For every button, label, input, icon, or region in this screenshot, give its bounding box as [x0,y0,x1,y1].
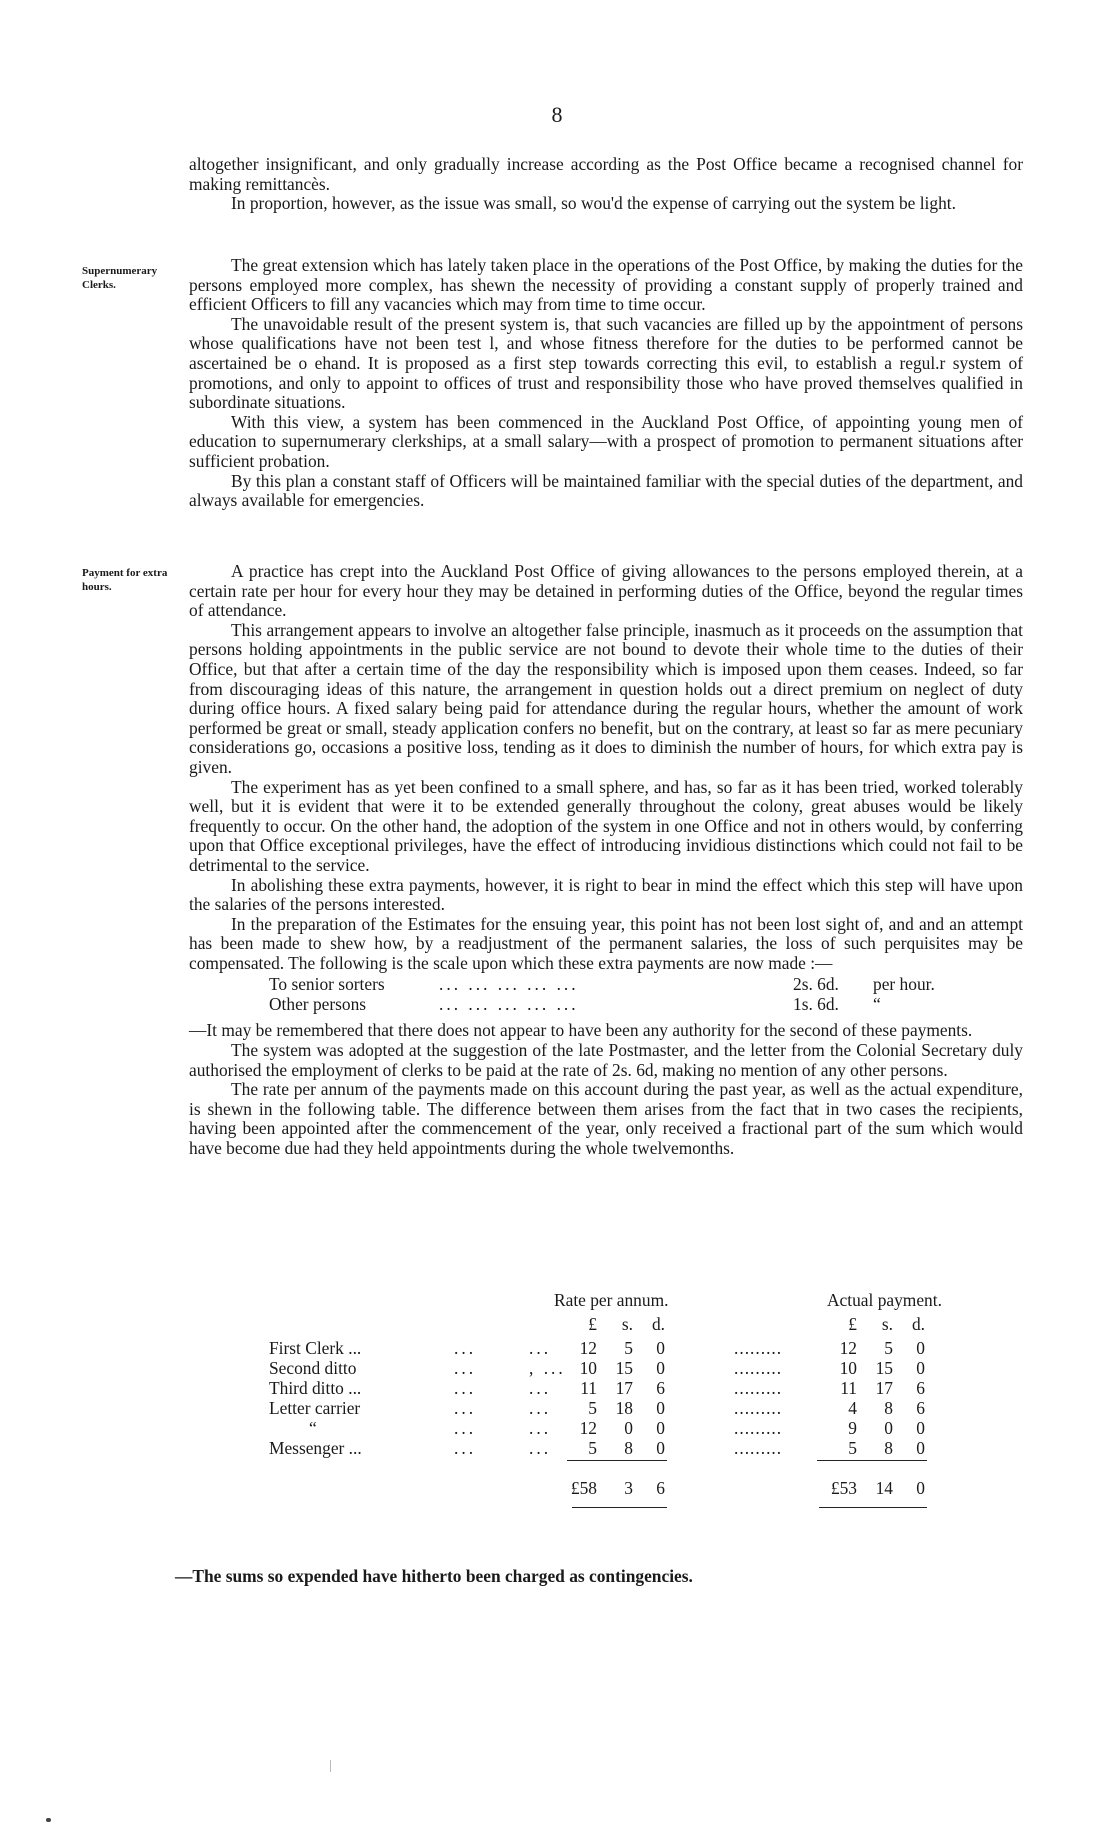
scale-leader-dots: ... ... ... ... ... [439,994,579,1015]
unit-pounds: £ [588,1314,597,1334]
row-label: Letter carrier [269,1398,361,1418]
leader-dots: , ... [529,1358,566,1378]
header-actual-payment: Actual payment. [827,1290,942,1310]
leader-dots: ... [454,1438,477,1458]
rate-pounds: 5 [588,1398,597,1418]
scale-unit: per hour. [873,974,935,995]
rule-actual-subtotal [817,1460,927,1461]
intro-section [189,155,1023,214]
total-actual-pounds: £53 [830,1478,857,1498]
header-rate-per-annum: Rate per annum. [554,1290,669,1310]
payment-paragraph-2: This arrangement appears to involve an altogether false principle, inasmuch as it proceeds on the assumption that persons holding appointments in the public service are not bound to devote their whole time to the duties of their Office, but that after a certain time of the day the responsibility which is imposed upon them ceases. Indeed, so far from discouraging ideas of this nature, the arrangement in question holds out a direct premium on neglect of duty during office hours. A fixed salary being paid for attendance during the regular hours, whether the amount of work performed be great or small, steady application confers no benefit, but on the contrary, at least so far as mere pecuniary considerations go, occasions a positive loss, tending as it does to diminish the number of hours, for which extra pay is given. [189,619,1023,777]
unit-pence: d. [911,1314,925,1334]
table-row [189,1418,1023,1438]
table-row [189,1398,1023,1418]
payment-extra-hours-section [189,562,1023,1159]
payment-paragraph-7: The system was adopted at the suggestion of the late Postmaster, and the letter from the Colonial Secretary duly authorised the employment of clerks to be paid at the rate of 2s. 6d, making no mention of any other persons. [189,1040,1023,1080]
payment-paragraph-3: The experiment has as yet been confined to a small sphere, and has, so far as it has been tried, worked tolerably well, but it is evident that were it to be extended generally throughout the colony, great abuses would be likely frequently to occur. On the other hand, the adoption of the system in one Office and not in others would, by conferring upon that Office exceptional privileges, have the effect of introducing invidious distinctions which could not fail to be detrimental to the service. [189,776,1023,875]
actual-pounds: 9 [848,1418,857,1438]
rate-shillings: 5 [624,1338,633,1358]
actual-pounds: 4 [848,1398,857,1418]
rule-rate-subtotal [567,1460,667,1461]
rule-actual-total [819,1507,927,1508]
actual-shillings: 8 [884,1438,893,1458]
leader-dots: ......... [734,1398,783,1418]
margin-note-supernumerary-clerks: Supernumerary Clerks. [82,265,158,291]
total-rate-shillings: 3 [624,1478,633,1498]
leader-dots: ... [529,1418,552,1438]
leader-dots: ......... [734,1378,783,1398]
table-total-row [189,1478,1023,1498]
actual-pounds: 12 [839,1338,857,1358]
scale-rate: 1s. 6d. [793,994,839,1015]
supernumerary-clerks-section [189,256,1023,511]
unit-shillings: s. [621,1314,633,1334]
payment-paragraph-5: In the preparation of the Estimates for the ensuing year, this point has not been lost sight of, and and an attempt has been made to shew how, by a readjustment of the permanent salaries, the loss of such perquisites may be compensated. The following is the scale upon which these extra payments are now made :— [189,913,1023,973]
intro-paragraph-1: altogether insignificant, and only gradually increase according as the Post Office became a recognised channel for making remittancès. [189,154,1023,194]
scale-unit: “ [873,994,881,1015]
leader-dots: ......... [734,1438,783,1458]
actual-pence: 0 [916,1438,925,1458]
rate-pounds: 5 [588,1438,597,1458]
rate-pence: 6 [656,1378,665,1398]
payment-paragraph-8: The rate per annum of the payments made on this account during the past year, as well as the actual expenditure, is shewn in the following table. The difference between them arises from the fact that in two cases the recipients, having been appointed after the commencement of the year, only received a fractional part of the sum which would have become due had they held appointments during the whole twelvemonths. [189,1079,1023,1159]
table-row [189,1338,1023,1358]
leader-dots: ......... [734,1358,783,1378]
total-rate-pence: 6 [656,1478,665,1498]
actual-shillings: 8 [884,1398,893,1418]
closing-note: —The sums so expended have hitherto been charged as contingencies. [175,1566,693,1586]
scale-row [189,995,1023,1015]
actual-shillings: 5 [884,1338,893,1358]
rate-pence: 0 [656,1398,665,1418]
row-label: Messenger ... [269,1438,362,1458]
leader-dots: ......... [734,1418,783,1438]
rate-pounds: 12 [579,1338,597,1358]
actual-shillings: 15 [875,1358,893,1378]
leader-dots: ... [454,1378,477,1398]
clerks-paragraph-4: By this plan a constant staff of Officers will be maintained familiar with the special duties of the department, and always available for emergencies. [189,470,1023,511]
rule-rate-total [572,1507,667,1508]
page-number: 8 [551,102,563,127]
actual-pence: 0 [916,1358,925,1378]
rate-pence: 0 [656,1438,665,1458]
leader-dots: ... [529,1398,552,1418]
table-row [189,1358,1023,1378]
actual-shillings: 0 [884,1418,893,1438]
total-rate-pounds: £58 [570,1478,597,1498]
leader-dots: ... [454,1338,477,1358]
scale-role: Other persons [269,994,367,1015]
clerks-paragraph-1: The great extension which has lately taken place in the operations of the Post Office, by making the duties for the persons employed more complex, has shewn the necessity of providing a constant supply of properly trained and efficient Officers to fill any vacancies which may from time to time occur. [189,255,1023,315]
actual-pounds: 10 [839,1358,857,1378]
actual-pence: 6 [916,1378,925,1398]
payment-paragraph-4: In abolishing these extra payments, however, it is right to bear in mind the effect which this step will have upon the salaries of the persons interested. [189,874,1023,915]
row-label: First Clerk ... [269,1338,362,1358]
scale-row [189,975,1023,995]
leader-dots: ... [529,1378,552,1398]
actual-pounds: 11 [840,1378,857,1398]
table-units-row [189,1314,1023,1338]
scale-rate: 2s. 6d. [793,974,839,995]
rate-pence: 0 [656,1358,665,1378]
rate-pounds: 10 [579,1358,597,1378]
actual-pounds: 5 [848,1438,857,1458]
scale-role: To senior sorters [269,974,385,995]
unit-pounds: £ [848,1314,857,1334]
leader-dots: ... [529,1438,552,1458]
payment-paragraph-6: —It may be remembered that there does not appear to have been any authority for the second of these payments. [189,1020,973,1041]
table-row [189,1378,1023,1398]
rate-pence: 0 [656,1418,665,1438]
unit-pence: d. [651,1314,665,1334]
leader-dots: ... [454,1398,477,1418]
rate-pence: 0 [656,1338,665,1358]
total-actual-pence: 0 [916,1478,925,1498]
actual-shillings: 17 [875,1378,893,1398]
row-label: Second ditto [269,1358,357,1378]
unit-shillings: s. [881,1314,893,1334]
payment-paragraph-1: A practice has crept into the Auckland Post Office of giving allowances to the persons employed therein, at a certain rate per hour for every hour they may be detained in performing duties of the Office, beyond the regular times of attendance. [189,561,1023,621]
clerks-paragraph-2: The unavoidable result of the present system is, that such vacancies are filled up by the appointment of persons whose qualifications have not been test l, and whose fitness therefore for the duties to be performed cannot be ascertained be o ehand. It is proposed as a first step towards correcting this evil, to establish a regul.r system of promotions, and only to appoint to offices of trust and responsibility those who have proved themselves qualified in subordinate situations. [189,313,1023,413]
rate-shillings: 0 [624,1418,633,1438]
table-row [189,1438,1023,1458]
actual-pence: 0 [916,1418,925,1438]
rate-pounds: 12 [579,1418,597,1438]
scan-mark [330,1760,331,1772]
clerks-paragraph-3: With this view, a system has been commenced in the Auckland Post Office, of appointing young men of education to supernumerary clerkships, at a small salary—with a prospect of promotion to permanent situations after sufficient probation. [189,411,1023,471]
leader-dots: ... [454,1358,477,1378]
rate-shillings: 8 [624,1438,633,1458]
rate-shillings: 18 [615,1398,633,1418]
rate-shillings: 17 [615,1378,633,1398]
intro-paragraph-2: In proportion, however, as the issue was small, so wou'd the expense of carrying out the system be light. [231,193,956,214]
leader-dots: ... [529,1338,552,1358]
actual-pence: 6 [916,1398,925,1418]
leader-dots: ... [454,1418,477,1438]
extra-payment-scale [189,975,1023,1015]
row-label: Third ditto ... [269,1378,362,1398]
rate-shillings: 15 [615,1358,633,1378]
scan-speck [46,1818,51,1822]
table-header-row [189,1290,1023,1314]
scale-leader-dots: ... ... ... ... ... [439,974,579,995]
row-label: “ [309,1418,317,1438]
total-actual-shillings: 14 [875,1478,893,1498]
margin-note-payment-extra-hours: Payment for extra hours. [82,567,168,593]
actual-pence: 0 [916,1338,925,1358]
rate-pounds: 11 [580,1378,597,1398]
leader-dots: ......... [734,1338,783,1358]
payments-table [189,1290,1023,1498]
